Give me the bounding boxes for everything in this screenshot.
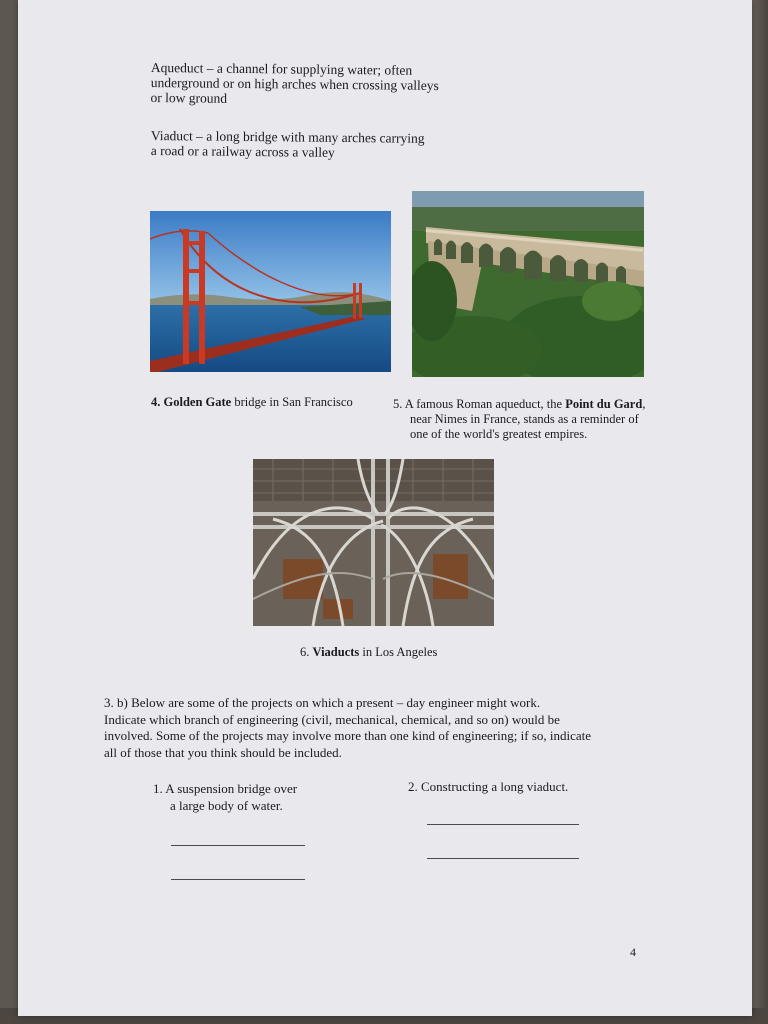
worksheet-page bbox=[18, 0, 752, 1016]
background-edge bbox=[752, 0, 768, 1024]
golden-gate-photo bbox=[150, 211, 391, 372]
caption-5-line-3: one of the world's greatest empires. bbox=[410, 427, 588, 441]
caption-4-bold: Golden Gate bbox=[163, 395, 232, 409]
viaduct-line-2: a road or a railway across a valley bbox=[150, 142, 335, 160]
caption-5-line-1 bbox=[393, 397, 645, 412]
aqueduct-line-3: or low ground bbox=[150, 89, 228, 106]
los-angeles-viaducts-photo bbox=[253, 459, 494, 626]
answer-line-1b[interactable] bbox=[171, 879, 305, 880]
aqueduct-definition bbox=[151, 60, 440, 108]
pont-du-gard-photo bbox=[412, 191, 644, 377]
item-2-line-1: 2. Constructing a long viaduct. bbox=[408, 779, 569, 794]
caption-4-text: bridge in San Francisco bbox=[231, 395, 353, 409]
viaduct-definition bbox=[151, 128, 425, 161]
caption-6-number: 6. bbox=[300, 645, 310, 659]
exercise-instructions bbox=[104, 695, 591, 761]
caption-5-suffix: , bbox=[642, 397, 646, 411]
caption-5-prefix: 5. A famous Roman aqueduct, the bbox=[393, 397, 566, 411]
caption-5-line-2: near Nimes in France, stands as a reminder of bbox=[410, 412, 639, 426]
pont-du-gard-caption bbox=[393, 397, 645, 442]
exercise-line-2: Indicate which branch of engineering (civil, mechanical, chemical, and so on) would be bbox=[104, 711, 560, 727]
aqueduct-line-1: Aqueduct – a channel for supplying water; often bbox=[150, 60, 413, 78]
exercise-item-1 bbox=[153, 780, 297, 814]
exercise-line-1: 3. b) Below are some of the projects on which a present – day engineer might work. bbox=[104, 695, 541, 710]
caption-6-text: in Los Angeles bbox=[359, 645, 438, 659]
caption-5-bold: Point du Gard bbox=[565, 397, 643, 411]
caption-6-bold: Viaducts bbox=[312, 645, 360, 659]
exercise-line-4: all of those that you think should be included. bbox=[104, 744, 342, 760]
golden-gate-caption bbox=[151, 395, 353, 410]
answer-line-2b[interactable] bbox=[427, 858, 579, 859]
answer-line-1a[interactable] bbox=[171, 845, 305, 846]
item-1-line-2: a large body of water. bbox=[170, 798, 283, 813]
aqueduct-line-2: underground or on high arches when crossing valleys bbox=[150, 74, 439, 94]
viaducts-caption bbox=[300, 645, 437, 660]
page-number: 4 bbox=[630, 945, 636, 959]
exercise-item-2 bbox=[408, 778, 568, 795]
viaduct-line-1: Viaduct – a long bridge with many arches carrying bbox=[150, 128, 425, 146]
item-1-line-1: 1. A suspension bridge over bbox=[153, 781, 298, 796]
caption-4-number: 4. bbox=[151, 395, 161, 409]
exercise-line-3: involved. Some of the projects may involve more than one kind of engineering; if so, indicate bbox=[104, 728, 592, 743]
answer-line-2a[interactable] bbox=[427, 824, 579, 825]
